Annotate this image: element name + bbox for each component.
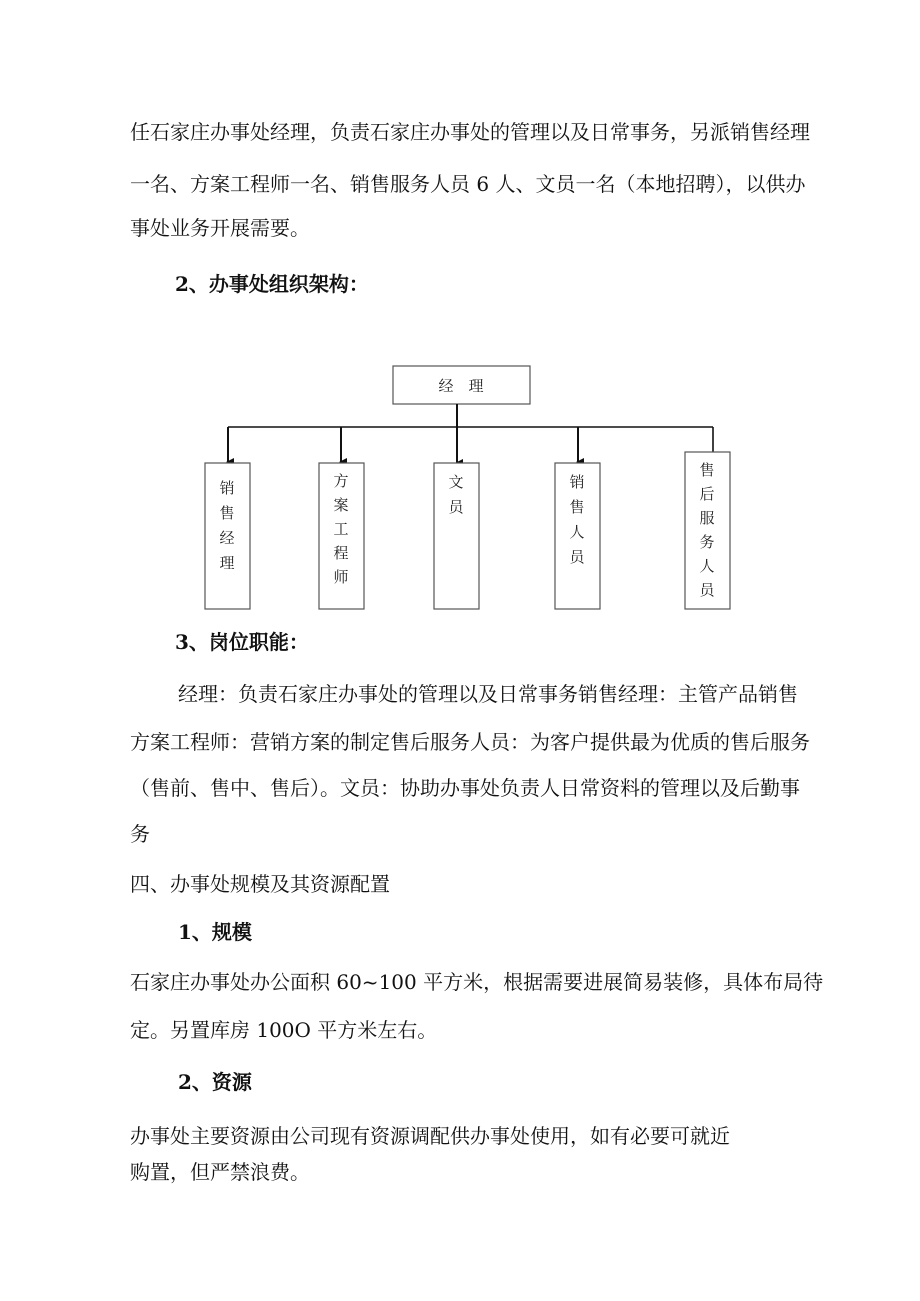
section-3-line-2: 方案工程师：营销方案的制定售后服务人员：为客户提供最为优质的售后服务 (130, 730, 810, 754)
section-2-heading: 2、办事处组织架构： (175, 272, 369, 296)
org-chart (0, 0, 920, 640)
intro-line-1: 任石家庄办事处经理，负责石家庄办事处的管理以及日常事务，另派销售经理 (130, 120, 810, 144)
section-3-line-1: 经理：负责石家庄办事处的管理以及日常事务销售经理：主管产品销售 (178, 682, 798, 706)
org-label-char: 务 (699, 533, 715, 551)
org-label-char: 经 (219, 529, 235, 547)
org-label-char: 售 (699, 461, 715, 479)
org-label-char: 方 (333, 472, 349, 490)
section-4-heading: 四、办事处规模及其资源配置 (130, 872, 390, 896)
org-label-char: 服 (699, 509, 715, 527)
org-label-char: 人 (699, 557, 715, 575)
org-label-char: 售 (219, 504, 235, 522)
org-label-char: 员 (569, 548, 585, 566)
scale-line-1: 石家庄办事处办公面积 60~100 平方米，根据需要进展简易装修，具体布局待 (130, 970, 824, 994)
org-label-char: 人 (569, 523, 585, 541)
section-3-line-4: 务 (130, 822, 150, 846)
org-label-char: 员 (448, 498, 464, 516)
org-label-char: 销 (569, 473, 585, 491)
org-label-char: 师 (333, 568, 349, 586)
intro-line-2: 一名、方案工程师一名、销售服务人员 6 人、文员一名（本地招聘），以供办 (130, 172, 806, 196)
org-label-char: 员 (699, 581, 715, 599)
scale-line-2: 定。另置库房 100O 平方米左右。 (130, 1018, 438, 1042)
org-label-char: 程 (333, 544, 349, 562)
org-label-char: 文 (448, 473, 464, 491)
scale-heading: 1、规模 (178, 920, 252, 944)
org-label-char: 销 (219, 479, 235, 497)
resource-line-2: 购置，但严禁浪费。 (130, 1160, 310, 1184)
intro-line-3: 事处业务开展需要。 (130, 216, 310, 240)
resource-heading: 2、资源 (178, 1070, 252, 1094)
org-label-char: 后 (699, 485, 715, 503)
org-label-manager: 经 理 (438, 377, 484, 395)
section-3-heading: 3、岗位职能： (175, 630, 309, 654)
org-label-char: 售 (569, 498, 585, 516)
resource-line-1: 办事处主要资源由公司现有资源调配供办事处使用，如有必要可就近 (130, 1124, 730, 1148)
org-label-char: 理 (219, 554, 235, 572)
org-label-char: 工 (333, 520, 349, 538)
org-label-char: 案 (333, 496, 349, 514)
section-3-line-3: （售前、售中、售后）。文员：协助办事处负责人日常资料的管理以及后勤事 (130, 776, 800, 800)
